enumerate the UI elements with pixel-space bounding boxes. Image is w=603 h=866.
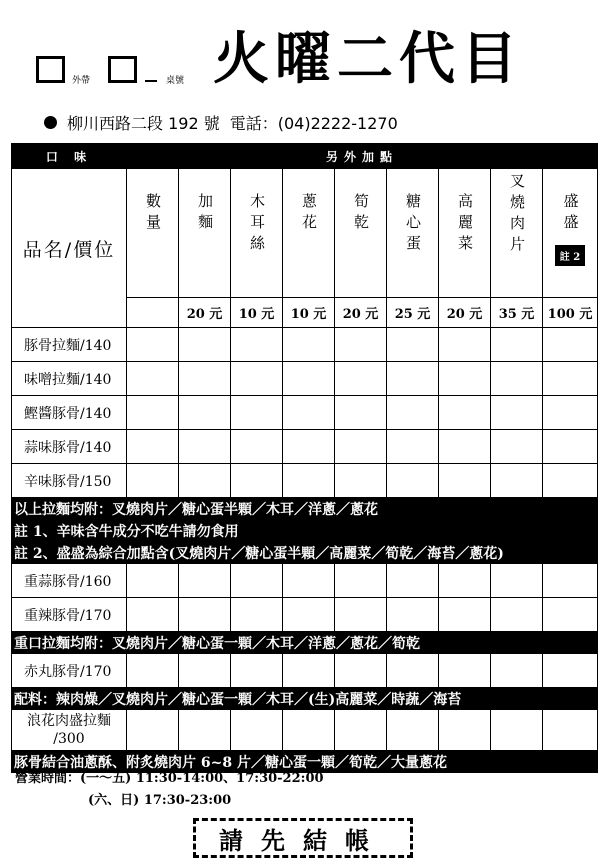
order-cell[interactable] [543, 464, 598, 498]
order-cell[interactable] [491, 710, 543, 751]
hours-weekday: 營業時間：(一～五) 11:30-14:00、17:30-22:00 [15, 771, 324, 786]
order-cell[interactable] [179, 710, 231, 751]
price-special: 100 元 [543, 298, 598, 328]
order-cell[interactable] [335, 362, 387, 396]
group1-note-1: 以上拉麵均附：叉燒肉片／糖心蛋半顆／木耳／洋蔥／蔥花 [12, 498, 598, 520]
price-quantity [127, 298, 179, 328]
item-name: 味噌拉麵/140 [12, 362, 127, 396]
col-egg: 糖心蛋 [387, 169, 439, 298]
order-cell[interactable] [179, 654, 231, 688]
order-cell[interactable] [231, 362, 283, 396]
item-name: 辛味豚骨/150 [12, 464, 127, 498]
order-cell[interactable] [439, 328, 491, 362]
group2-note: 重口拉麵均附：叉燒肉片／糖心蛋一顆／木耳／洋蔥／蔥花／筍乾 [12, 632, 598, 654]
order-cell[interactable] [283, 598, 335, 632]
col-extra-noodle: 加麵 [179, 169, 231, 298]
order-cell[interactable] [387, 362, 439, 396]
col-chashu: 叉燒肉片 [491, 169, 543, 298]
pay-first-sign: 請先結帳 [193, 818, 413, 858]
price-wood-ear: 10 元 [231, 298, 283, 328]
order-cell[interactable] [231, 464, 283, 498]
order-cell[interactable] [179, 598, 231, 632]
order-cell[interactable] [127, 362, 179, 396]
col-wood-ear: 木耳絲 [231, 169, 283, 298]
col-cabbage: 高麗菜 [439, 169, 491, 298]
order-cell[interactable] [439, 654, 491, 688]
group1-note-3: 註 2、盛盛為綜合加點含(叉燒肉片／糖心蛋半顆／高麗菜／筍乾／海苔／蔥花) [12, 542, 598, 564]
order-cell[interactable] [283, 710, 335, 751]
order-cell[interactable] [439, 710, 491, 751]
item-name: 浪花肉盛拉麵 /300 [12, 710, 127, 751]
table-checkbox[interactable] [108, 56, 137, 83]
order-cell[interactable] [387, 328, 439, 362]
table-row [12, 710, 598, 751]
name-price-header: 品名/價位 [12, 169, 127, 328]
order-cell[interactable] [387, 430, 439, 464]
order-cell[interactable] [179, 362, 231, 396]
order-cell[interactable] [543, 328, 598, 362]
table-row [12, 396, 598, 430]
order-cell[interactable] [491, 362, 543, 396]
price-bamboo: 20 元 [335, 298, 387, 328]
bullet-icon [44, 116, 57, 129]
order-cell[interactable] [491, 328, 543, 362]
order-cell[interactable] [387, 710, 439, 751]
order-table [11, 143, 597, 773]
order-cell[interactable] [127, 598, 179, 632]
order-cell[interactable] [127, 430, 179, 464]
order-cell[interactable] [127, 710, 179, 751]
note2-badge: 註 2 [555, 245, 585, 266]
order-cell[interactable] [335, 328, 387, 362]
order-cell[interactable] [439, 396, 491, 430]
order-cell[interactable] [127, 654, 179, 688]
table-row [12, 328, 598, 362]
order-cell[interactable] [231, 430, 283, 464]
order-cell[interactable] [439, 598, 491, 632]
order-cell[interactable] [335, 564, 387, 598]
takeout-checkbox[interactable] [36, 56, 65, 83]
order-cell[interactable] [179, 430, 231, 464]
order-cell[interactable] [283, 328, 335, 362]
table-row [12, 654, 598, 688]
hours-weekend: (六、日) 17:30-23:00 [88, 793, 232, 808]
order-cell[interactable] [543, 654, 598, 688]
col-special: 盛盛 註 2 [543, 169, 598, 298]
phone: 電話：(04)2222-1270 [229, 114, 398, 133]
order-cell[interactable] [335, 396, 387, 430]
table-row [12, 598, 598, 632]
price-cabbage: 20 元 [439, 298, 491, 328]
table-label: 桌號 [166, 76, 185, 86]
order-cell[interactable] [387, 396, 439, 430]
order-cell[interactable] [231, 654, 283, 688]
order-cell[interactable] [127, 396, 179, 430]
order-cell[interactable] [491, 396, 543, 430]
order-cell[interactable] [543, 598, 598, 632]
order-cell[interactable] [335, 598, 387, 632]
order-cell[interactable] [387, 654, 439, 688]
address: 柳川西路二段 192 號 [67, 114, 220, 133]
group4-note: 豚骨結合油蔥酥、附炙燒肉片 6~8 片／糖心蛋一顆／筍乾／大量蔥花 [12, 751, 598, 773]
order-cell[interactable] [491, 654, 543, 688]
order-cell[interactable] [491, 598, 543, 632]
order-cell[interactable] [543, 564, 598, 598]
order-cell[interactable] [283, 362, 335, 396]
order-cell[interactable] [283, 654, 335, 688]
table-row [12, 564, 598, 598]
order-cell[interactable] [283, 430, 335, 464]
order-cell[interactable] [179, 464, 231, 498]
order-cell[interactable] [127, 464, 179, 498]
order-cell[interactable] [335, 464, 387, 498]
order-cell[interactable] [387, 464, 439, 498]
order-cell[interactable] [283, 396, 335, 430]
order-cell[interactable] [543, 396, 598, 430]
order-cell[interactable] [335, 710, 387, 751]
group3-note: 配料：辣肉燥／叉燒肉片／糖心蛋一顆／木耳／(生)高麗菜／時蔬／海苔 [12, 688, 598, 710]
order-cell[interactable] [231, 710, 283, 751]
flavor-header: 口 味 [12, 144, 127, 169]
order-cell[interactable] [491, 464, 543, 498]
table-number-line [145, 80, 157, 82]
order-cell[interactable] [231, 564, 283, 598]
order-cell[interactable] [283, 564, 335, 598]
col-quantity: 數量 [127, 169, 179, 298]
table-row [12, 464, 598, 498]
order-cell[interactable] [543, 710, 598, 751]
order-cell[interactable] [439, 464, 491, 498]
takeout-label: 外帶 [72, 76, 91, 86]
extra-header: 另外加點 [127, 144, 598, 169]
price-egg: 25 元 [387, 298, 439, 328]
item-name: 豚骨拉麵/140 [12, 328, 127, 362]
order-cell[interactable] [335, 654, 387, 688]
order-cell[interactable] [127, 328, 179, 362]
price-scallion: 10 元 [283, 298, 335, 328]
order-cell[interactable] [543, 362, 598, 396]
table-row [12, 430, 598, 464]
group1-note-2: 註 1、辛味含牛成分不吃牛請勿食用 [12, 520, 598, 542]
order-cell[interactable] [491, 430, 543, 464]
item-name: 蒜味豚骨/140 [12, 430, 127, 464]
order-cell[interactable] [387, 598, 439, 632]
order-cell[interactable] [335, 430, 387, 464]
address-line [44, 111, 398, 134]
order-cell[interactable] [127, 564, 179, 598]
order-cell[interactable] [231, 598, 283, 632]
order-cell[interactable] [387, 564, 439, 598]
col-bamboo: 筍乾 [335, 169, 387, 298]
table-row [12, 362, 598, 396]
price-chashu: 35 元 [491, 298, 543, 328]
order-cell[interactable] [231, 328, 283, 362]
order-cell[interactable] [543, 430, 598, 464]
order-cell[interactable] [283, 464, 335, 498]
col-scallion: 蔥花 [283, 169, 335, 298]
order-cell[interactable] [439, 430, 491, 464]
order-cell[interactable] [439, 362, 491, 396]
order-cell[interactable] [179, 396, 231, 430]
brand-title: 火曜二代目 [213, 26, 523, 92]
item-name: 重蒜豚骨/160 [12, 564, 127, 598]
order-cell[interactable] [491, 564, 543, 598]
order-cell[interactable] [231, 396, 283, 430]
order-cell[interactable] [439, 564, 491, 598]
order-cell[interactable] [179, 564, 231, 598]
price-extra-noodle: 20 元 [179, 298, 231, 328]
item-name: 赤丸豚骨/170 [12, 654, 127, 688]
item-name: 重辣豚骨/170 [12, 598, 127, 632]
order-cell[interactable] [179, 328, 231, 362]
item-name: 鰹醬豚骨/140 [12, 396, 127, 430]
